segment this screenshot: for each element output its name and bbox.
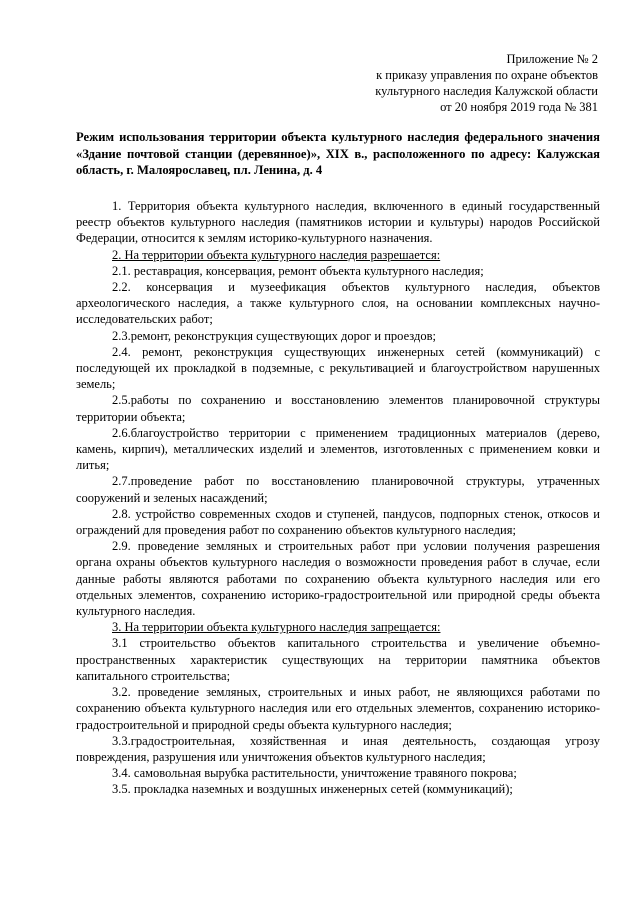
document-body [76,198,600,798]
paragraph: 3.4. самовольная вырубка растительности, уничтожение травяного покрова; [112,766,517,781]
paragraph: 1. Территория объекта культурного наследия, включенного в единый государственный реестр объектов культурного наследия (памятников истории и культуры) народов Российской Федерации, относится к землям историко-культурного назначения. [76,199,600,246]
paragraph: 2.2. консервация и музеефикация объектов культурного наследия, объектов археологического наследия, а также культурного слоя, на основании комплексных научно-исследовательских работ; [76,280,600,327]
paragraph: 3.1 строительство объектов капитального строительства и увеличение объемно-пространственных характеристик существующих на территории памятника объектов капитального строительства; [76,636,600,683]
appendix-line: культурного наследия Калужской области [375,84,598,98]
appendix-line: от 20 ноября 2019 года № 381 [440,100,598,114]
paragraph: 3.3.градостроительная, хозяйственная и иная деятельность, создающая угрозу повреждения, разрушения или уничтожения объектов культурного наследия; [76,733,600,764]
section-heading-text: 3. На территории объекта культурного наследия запрещается: [112,620,441,635]
paragraph: 2.8. устройство современных сходов и ступеней, пандусов, подпорных стенок, откосов и ограждений для проведения работ по сохранению объектов культурного наследия; [76,506,600,538]
paragraph: 2.4. ремонт, реконструкция существующих инженерных сетей (коммуникаций) с последующей их прокладкой в подземные, с рекультивацией и благоустройством нарушенных земель; [76,344,600,392]
paragraph: 2.7.проведение работ по восстановлению планировочной структуры, утраченных сооружений и зеленых насаждений; [76,474,600,505]
paragraph: 3.5. прокладка наземных и воздушных инженерных сетей (коммуникаций); [112,782,513,797]
section-heading-text: 2. На территории объекта культурного наследия разрешается: [112,247,441,262]
document-title: Режим использования территории объекта культурного наследия федерального значения «Здание почтовой станции (деревянное)», XIX в., расположенного по адресу: Калужская область, г. Малоярославец, пл. Ленина, д. 4 [76,130,600,177]
paragraph: 2.5.работы по сохранению и восстановлению элементов планировочной структуры территории объекта; [76,393,600,424]
appendix-line: к приказу управления по охране объектов [376,68,598,82]
section-heading-permitted [76,247,600,263]
section-heading-prohibited [76,619,600,635]
paragraph: 3.2. проведение земляных, строительных и иных работ, не являющихся работами по сохранению объекта культурного наследия или его отдельных элементов, сохранению историко-градостроительной и природной среды объекта культурного наследия; [76,685,600,732]
appendix-header [375,51,598,115]
paragraph: 2.9. проведение земляных и строительных работ при условии получения разрешения органа охраны объектов культурного наследия о возможности проведения работ в случае, если данные работы являются работами по сохранению объекта культурного наследия или его отдельных элементов, сохранению историко-градостроительной или природной среды объекта культурного наследия. [76,539,600,619]
paragraph: 2.1. реставрация, консервация, ремонт объекта культурного наследия; [112,263,484,278]
paragraph: 2.3.ремонт, реконструкция существующих дорог и проездов; [112,328,436,343]
paragraph: 2.6.благоустройство территории с применением традиционных материалов (дерево, камень, кирпич), металлических изделий и элементов, изготовленных с применением ковки и литья; [76,425,600,473]
appendix-line: Приложение № 2 [506,52,598,66]
